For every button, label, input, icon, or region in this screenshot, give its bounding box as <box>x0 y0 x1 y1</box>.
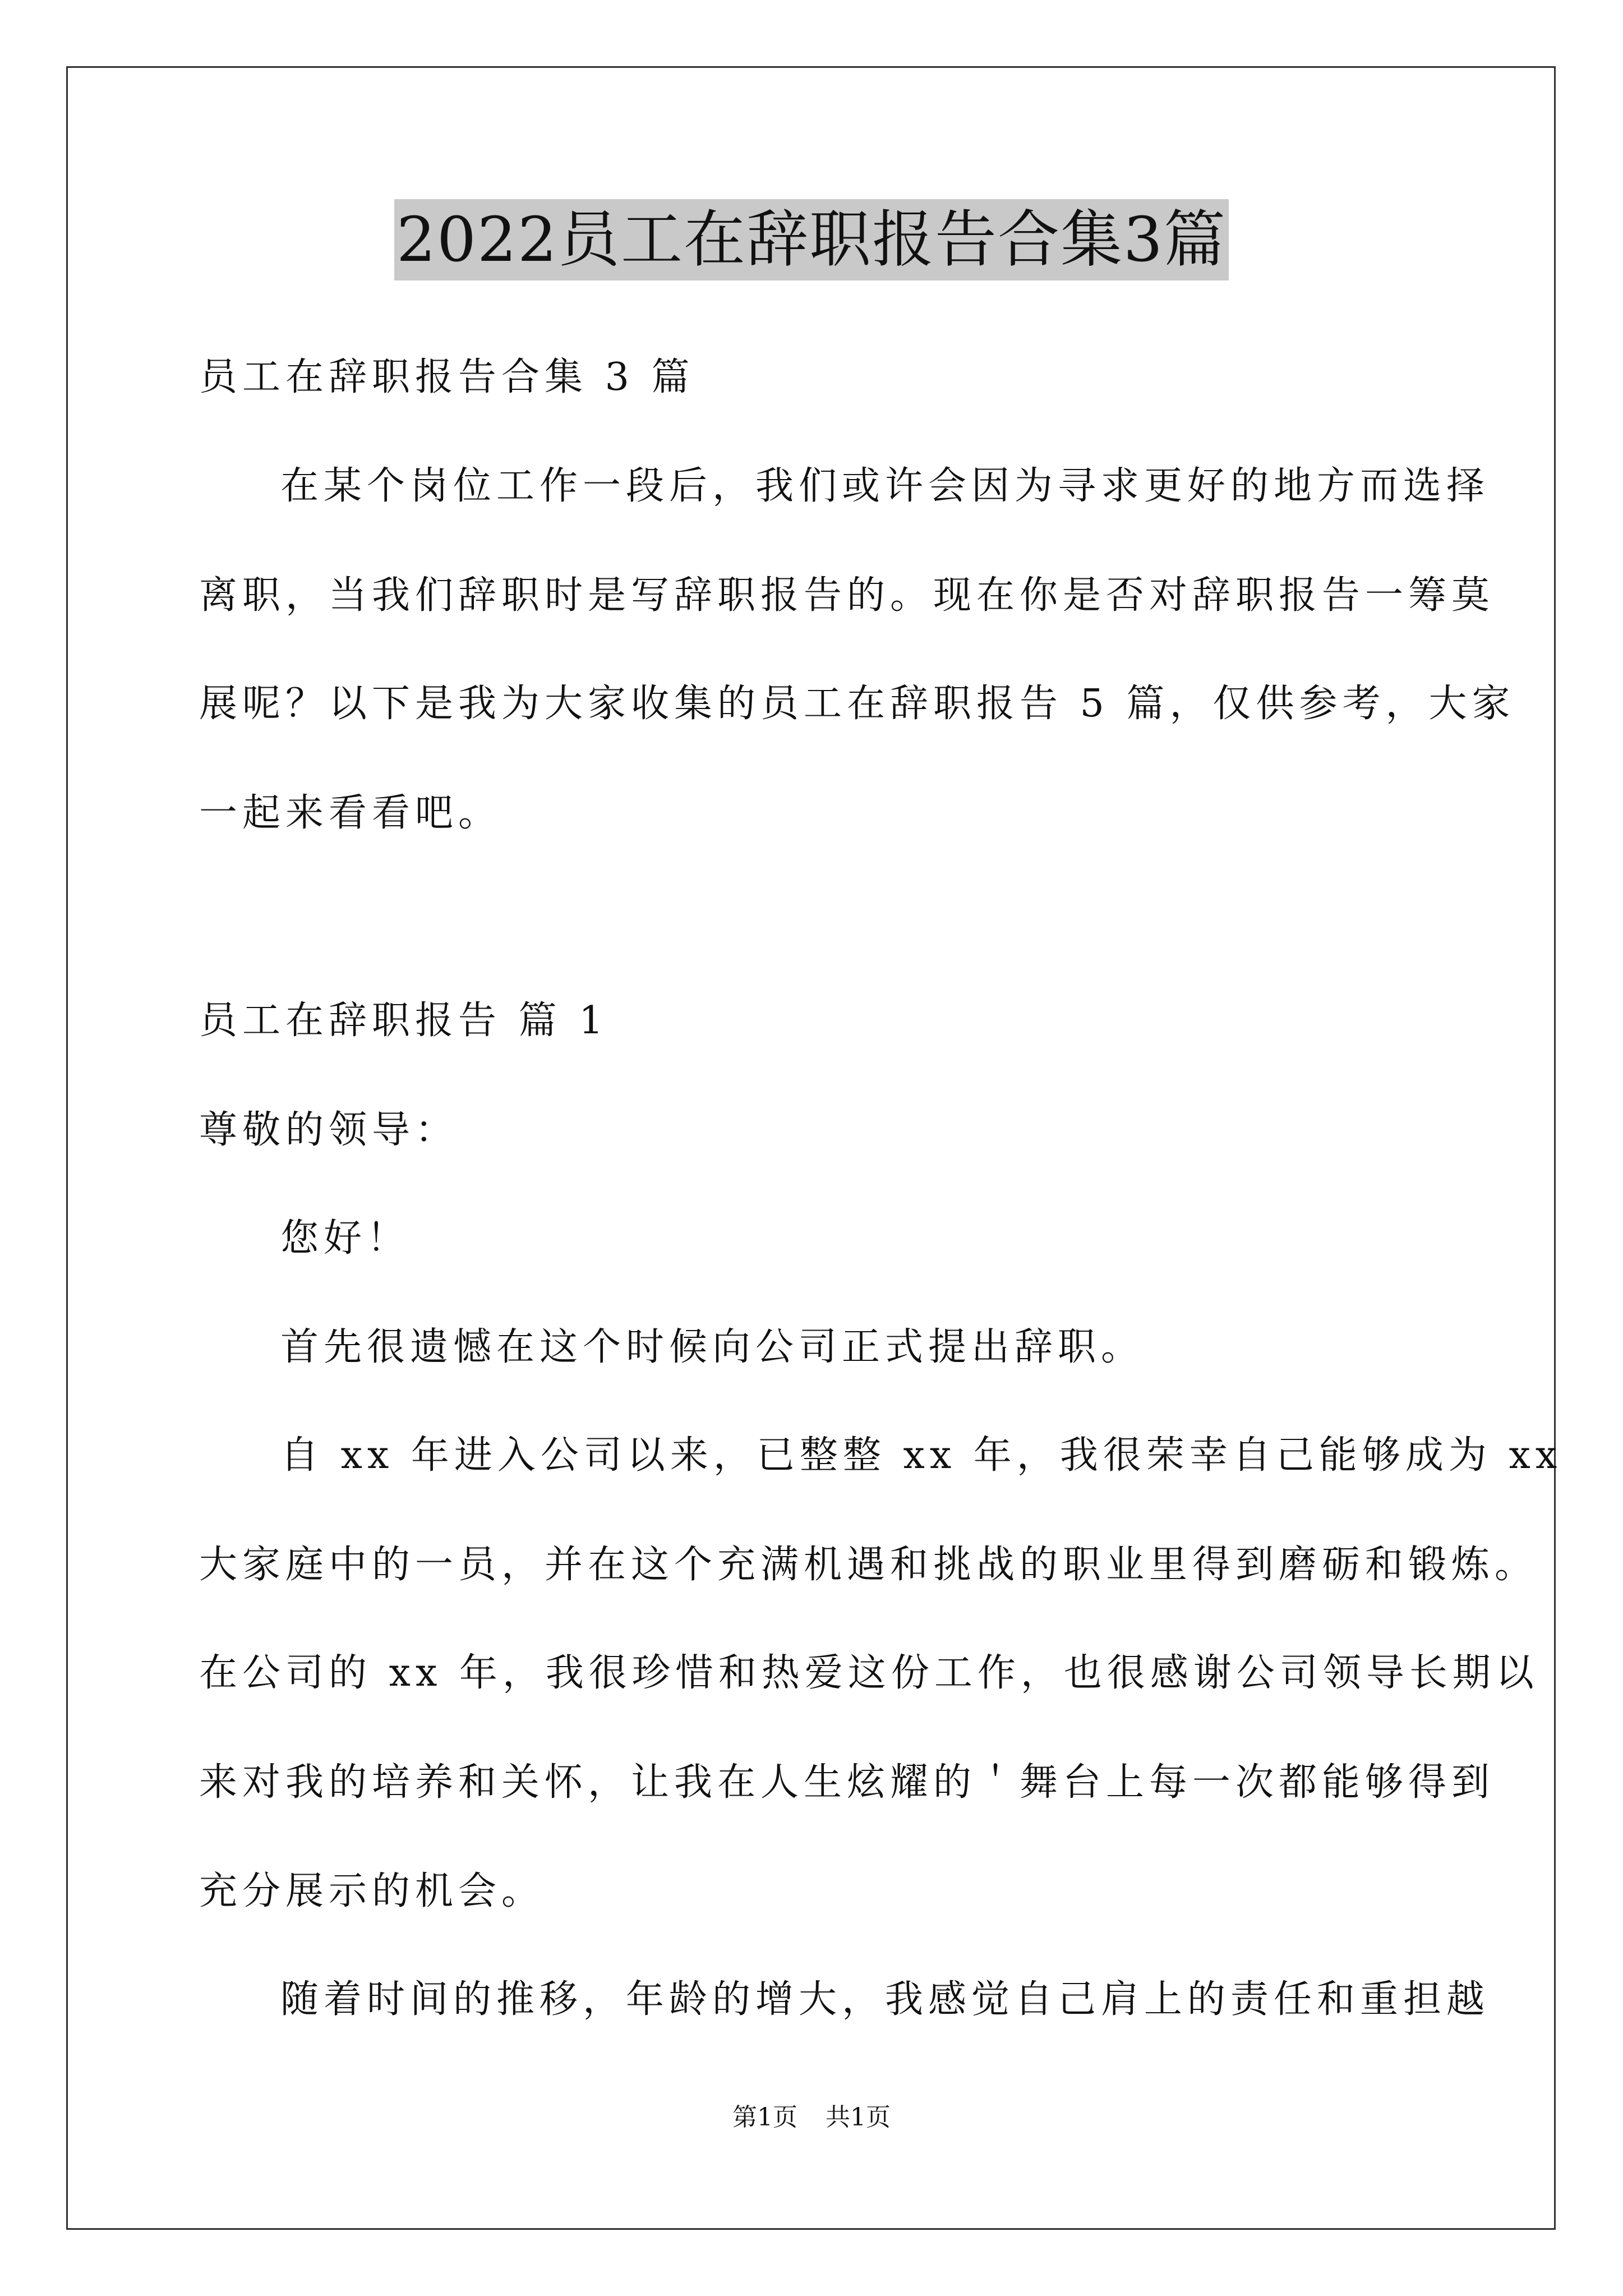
page-number: 第1页 <box>732 2103 797 2132</box>
section-heading: 员工在辞职报告 篇 1 <box>199 999 608 1043</box>
paragraph-line: 在公司的 xx 年，我很珍惜和热爱这份工作，也很感谢公司领导长期以 <box>199 1651 1539 1695</box>
paragraph-line: 来对我的培养和关怀，让我在人生炫耀的＇舞台上每一次都能够得到 <box>199 1760 1495 1805</box>
paragraph-line: 随着时间的推移，年龄的增大，我感觉自己肩上的责任和重担越 <box>280 1977 1490 2022</box>
page-footer <box>0 2101 1623 2134</box>
intro-line: 离职，当我们辞职时是写辞职报告的。现在你是否对辞职报告一筹莫 <box>199 573 1495 618</box>
document-title: 2022员工在辞职报告合集3篇 <box>394 199 1229 280</box>
paragraph-line: 大家庭中的一员，并在这个充满机遇和挑战的职业里得到磨砺和锻炼。 <box>199 1543 1538 1587</box>
document-subtitle: 员工在辞职报告合集 3 篇 <box>199 355 695 399</box>
page-total: 共1页 <box>826 2103 891 2132</box>
paragraph-line: 充分展示的机会。 <box>199 1869 545 1913</box>
paragraph-line: 首先很遗憾在这个时候向公司正式提出辞职。 <box>280 1325 1145 1369</box>
paragraph-line: 自 xx 年进入公司以来，已整整 xx 年，我很荣幸自己能够成为 xx <box>280 1433 1562 1478</box>
intro-line: 一起来看看吧。 <box>199 791 502 835</box>
intro-line: 展呢？以下是我为大家收集的员工在辞职报告 5 篇，仅供参考，大家 <box>199 682 1515 726</box>
salutation: 尊敬的领导： <box>199 1108 459 1152</box>
greeting: 您好！ <box>280 1216 411 1260</box>
intro-line: 在某个岗位工作一段后，我们或许会因为寻求更好的地方而选择 <box>280 464 1490 508</box>
document-title-wrap <box>0 199 1623 280</box>
